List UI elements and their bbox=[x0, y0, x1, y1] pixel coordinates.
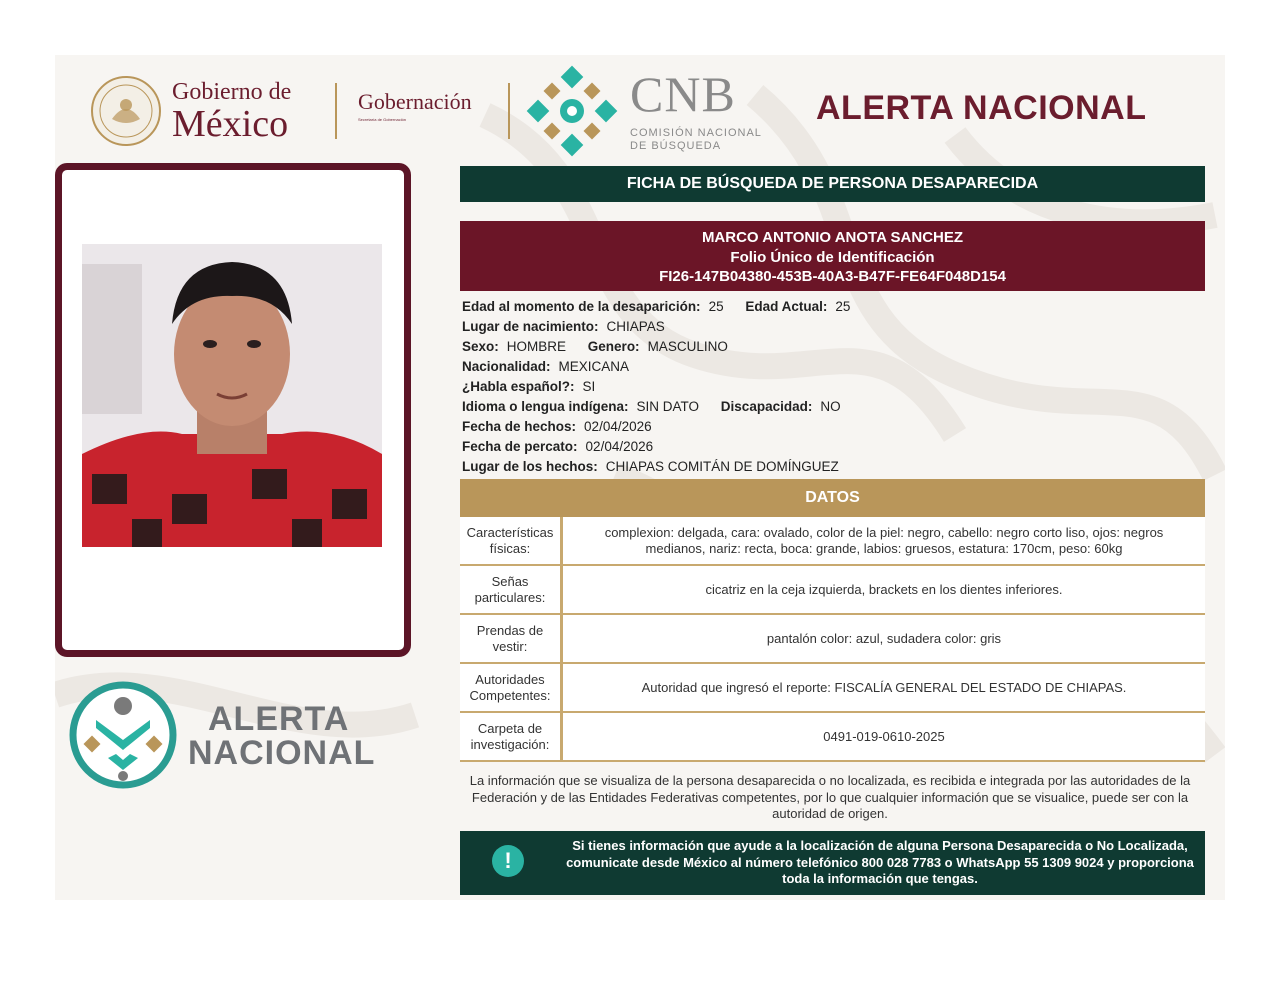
detail-label: ¿Habla español?: bbox=[462, 379, 575, 394]
detail-label: Sexo: bbox=[462, 339, 499, 354]
photo-frame bbox=[55, 163, 411, 657]
detail-row bbox=[462, 457, 1202, 477]
detail-value: CHIAPAS COMITÁN DE DOMÍNGUEZ bbox=[605, 459, 839, 474]
detail-label: Lugar de nacimiento: bbox=[462, 319, 599, 334]
alerta-nacional-title: ALERTA NACIONAL bbox=[816, 89, 1147, 127]
gobierno-de-mexico-logo bbox=[172, 79, 291, 143]
detail-value: SI bbox=[582, 379, 596, 394]
cnb-logo-text bbox=[630, 66, 762, 153]
person-photo bbox=[82, 244, 382, 547]
table-label: Autoridades Competentes: bbox=[460, 664, 563, 711]
disclaimer-text: La información que se visualiza de la persona desaparecida o no localizada, es recibida e integrada por las autoridades de la Federación y de las Entidades Federativas competentes, por lo que cualquier información que se visualice, puede ser con la autoridad de origen. bbox=[469, 773, 1191, 821]
contact-text: Si tienes información que ayude a la localización de alguna Persona Desaparecida o No Localizada, comunicate desde México al número telefónico 800 028 7783 o WhatsApp 55 1309 9024 y proporciona toda la información que tengas. bbox=[566, 838, 1194, 886]
cnb-flower-icon bbox=[526, 65, 618, 157]
table-value: pantalón color: azul, sudadera color: gris bbox=[766, 630, 1002, 646]
alerta-logo-line2: NACIONAL bbox=[188, 734, 376, 772]
ficha-title-bar bbox=[460, 166, 1205, 202]
table-label: Carpeta de investigación: bbox=[460, 713, 563, 760]
header-divider bbox=[335, 83, 337, 139]
cnb-acronym: CNB bbox=[630, 66, 736, 122]
gobernacion-logo bbox=[358, 89, 472, 122]
table-label: Señas particulares: bbox=[460, 566, 563, 613]
table-value: 0491-019-0610-2025 bbox=[823, 728, 945, 744]
detail-label: Fecha de percato: bbox=[462, 439, 578, 454]
detail-value: HOMBRE bbox=[506, 339, 567, 354]
detail-row bbox=[462, 337, 1202, 357]
detail-value: NO bbox=[820, 399, 841, 414]
detail-value: 25 bbox=[708, 299, 724, 314]
detail-label: Edad al momento de la desaparición: bbox=[462, 299, 701, 314]
detail-label: Discapacidad: bbox=[720, 399, 813, 414]
ficha-title: FICHA DE BÚSQUEDA DE PERSONA DESAPARECIDA bbox=[626, 175, 1039, 192]
detail-label: Idioma o lengua indígena: bbox=[462, 399, 629, 414]
gobierno-line2: México bbox=[172, 103, 289, 145]
header bbox=[90, 65, 1190, 160]
table-value: complexion: delgada, cara: ovalado, color de la piel: negro, cabello: negro corto liso, ojos: negros medianos, nariz: recta, boca: grande, labios: gruesos, estatura: 170cm, peso: 60kg bbox=[604, 524, 1164, 556]
datos-table bbox=[460, 517, 1205, 762]
cnb-line1: COMISIÓN NACIONAL bbox=[630, 127, 762, 139]
alerta-nacional-logo-icon bbox=[68, 680, 178, 790]
datos-title-bar bbox=[460, 479, 1205, 517]
folio-value: FI26-147B04380-453B-40A3-B47F-FE64F048D154 bbox=[659, 268, 1006, 285]
detail-value: MASCULINO bbox=[647, 339, 728, 354]
gobierno-line1: Gobierno de bbox=[172, 79, 292, 105]
contact-bar bbox=[460, 831, 1205, 895]
table-value: Autoridad que ingresó el reporte: FISCALÍA GENERAL DEL ESTADO DE CHIAPAS. bbox=[641, 679, 1127, 695]
detail-value: CHIAPAS bbox=[606, 319, 665, 334]
detail-row bbox=[462, 357, 1202, 377]
detail-label: Lugar de los hechos: bbox=[462, 459, 598, 474]
detail-value: MEXICANA bbox=[558, 359, 630, 374]
detail-label: Fecha de hechos: bbox=[462, 419, 577, 434]
detail-label: Nacionalidad: bbox=[462, 359, 551, 374]
alerta-nacional-logo-text bbox=[188, 702, 375, 770]
detail-value: 25 bbox=[835, 299, 851, 314]
alerta-logo-line1: ALERTA bbox=[208, 700, 350, 738]
person-name-box bbox=[460, 221, 1205, 291]
detail-row bbox=[462, 317, 1202, 337]
header-divider bbox=[508, 83, 510, 139]
detail-value: SIN DATO bbox=[636, 399, 700, 414]
mexico-seal-icon bbox=[90, 75, 162, 147]
detail-row bbox=[462, 397, 1202, 417]
table-value: cicatriz en la ceja izquierda, brackets en los dientes inferiores. bbox=[705, 581, 1063, 597]
table-row bbox=[460, 517, 1205, 566]
detail-value: 02/04/2026 bbox=[584, 419, 652, 434]
table-row bbox=[460, 664, 1205, 713]
table-label: Características físicas: bbox=[460, 517, 563, 564]
detail-row bbox=[462, 437, 1202, 457]
alert-icon: ! bbox=[492, 845, 524, 877]
table-label: Prendas de vestir: bbox=[460, 615, 563, 662]
table-row bbox=[460, 615, 1205, 664]
detail-value: 02/04/2026 bbox=[585, 439, 654, 454]
detail-row bbox=[462, 417, 1202, 437]
person-details bbox=[462, 297, 1202, 477]
person-name: MARCO ANTONIO ANOTA SANCHEZ bbox=[701, 229, 964, 246]
table-row bbox=[460, 713, 1205, 762]
detail-label: Genero: bbox=[587, 339, 640, 354]
datos-title: DATOS bbox=[805, 489, 860, 506]
detail-row bbox=[462, 297, 1202, 317]
folio-label: Folio Único de Identificación bbox=[730, 248, 935, 266]
cnb-line2: DE BÚSQUEDA bbox=[630, 140, 722, 152]
detail-row bbox=[462, 377, 1202, 397]
gobernacion-sub: Secretaría de Gobernación bbox=[358, 117, 407, 122]
gobernacion-label: Gobernación bbox=[358, 89, 472, 114]
table-row bbox=[460, 566, 1205, 615]
detail-label: Edad Actual: bbox=[745, 299, 828, 314]
